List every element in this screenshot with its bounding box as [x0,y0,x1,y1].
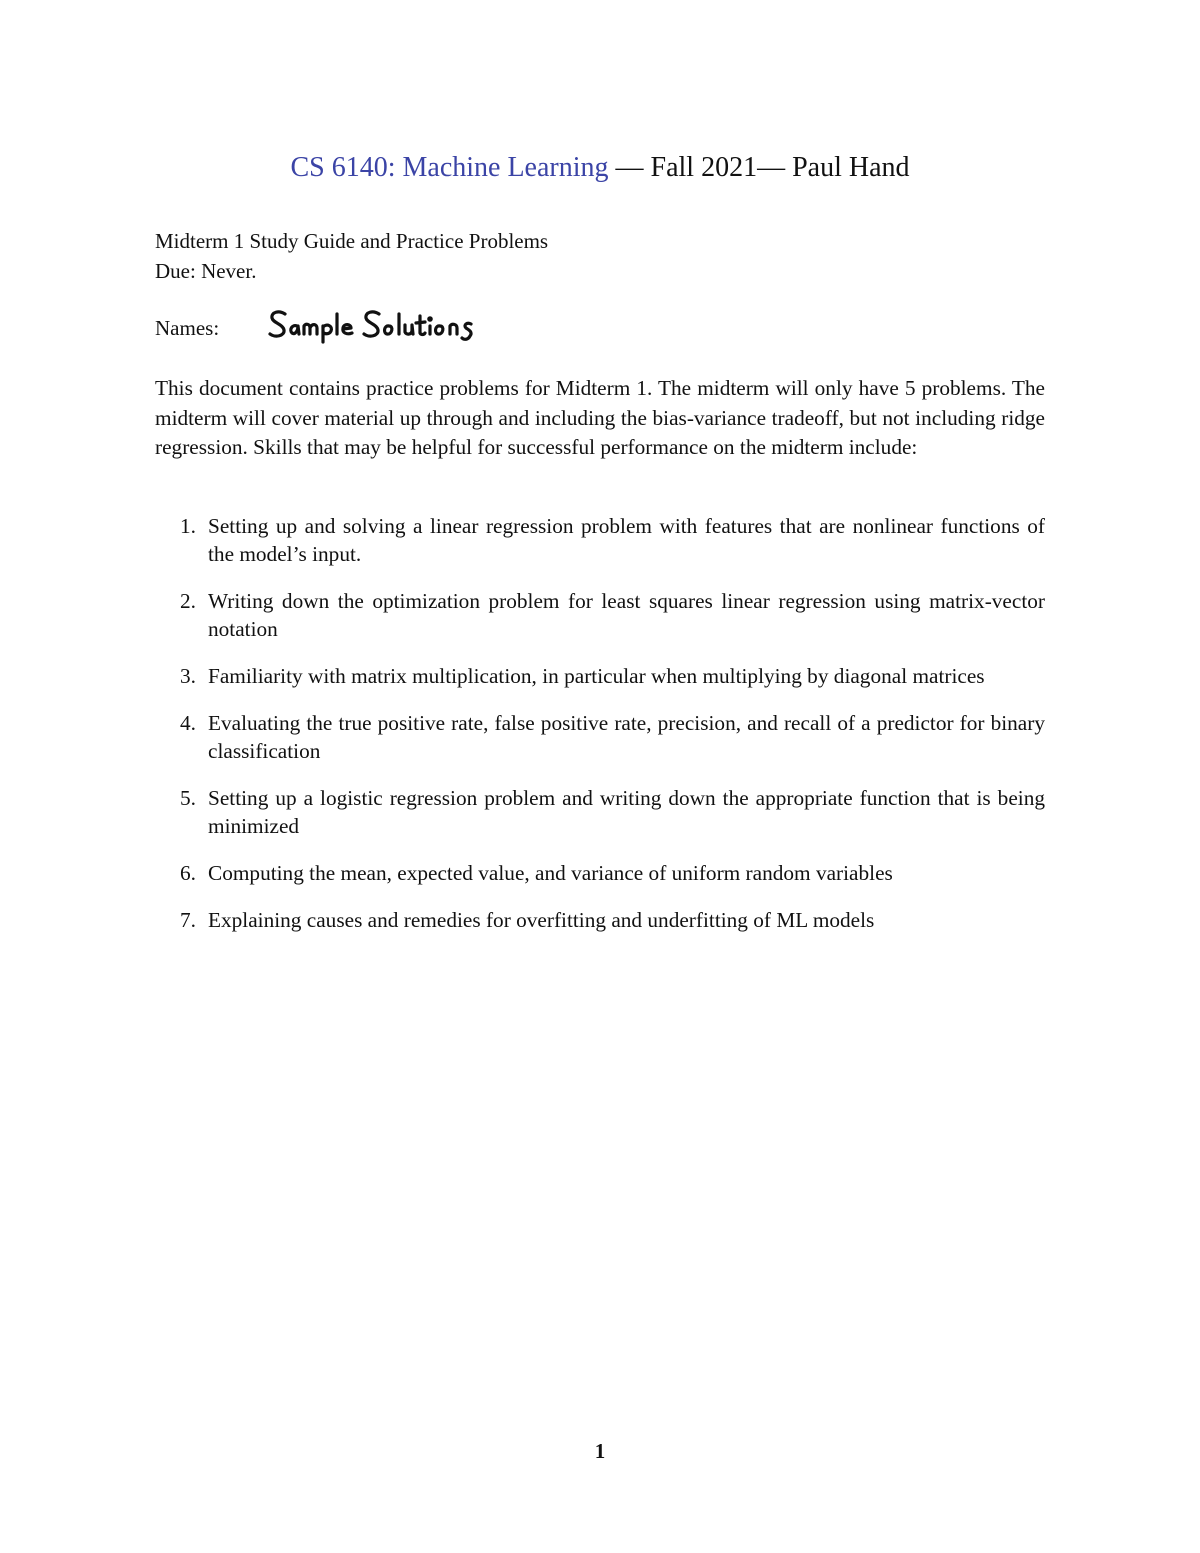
list-item-text: Explaining causes and remedies for overfitting and underfitting of ML models [208,908,875,932]
list-number: 2. [180,589,196,613]
names-row [155,308,219,348]
term-instructor: — Fall 2021— Paul Hand [608,152,910,183]
list-item [155,906,1045,934]
list-item [155,587,1045,643]
page-number: 1 [594,1439,606,1463]
list-number: 7. [180,908,196,932]
course-title: CS 6140: Machine Learning [290,152,609,183]
skills-list [155,512,1045,953]
list-item [155,512,1045,568]
list-number: 4. [180,711,196,735]
list-item [155,859,1045,887]
list-item [155,709,1045,765]
names-label: Names: [155,316,220,341]
document-subtitle: Midterm 1 Study Guide and Practice Problems [155,229,549,253]
list-number: 5. [180,786,196,810]
list-number: 1. [180,514,196,538]
list-item [155,662,1045,690]
list-item [155,784,1045,840]
list-item-text: Evaluating the true positive rate, false positive rate, precision, and recall of a predictor for binary classification [208,711,1045,763]
list-item-text: Computing the mean, expected value, and variance of uniform random variables [208,861,893,885]
list-item-text: Writing down the optimization problem for least squares linear regression using matrix-vector notation [208,589,1045,641]
handwritten-signature [267,302,497,346]
list-item-text: Setting up a logistic regression problem and writing down the appropriate function that is being minimized [208,786,1045,838]
list-item-text: Familiarity with matrix multiplication, in particular when multiplying by diagonal matrices [208,664,985,688]
list-number: 3. [180,664,196,688]
due-line: Due: Never. [155,259,257,283]
list-item-text: Setting up and solving a linear regression problem with features that are nonlinear functions of the model’s input. [208,514,1045,566]
intro-paragraph: This document contains practice problems for Midterm 1. The midterm will only have 5 problems. The midterm will cover material up through and including the bias-variance tradeoff, but not including ridge regression. Skills that may be helpful for successful performance on the midterm include: [155,376,1045,459]
list-number: 6. [180,861,196,885]
document-title [0,150,1200,186]
